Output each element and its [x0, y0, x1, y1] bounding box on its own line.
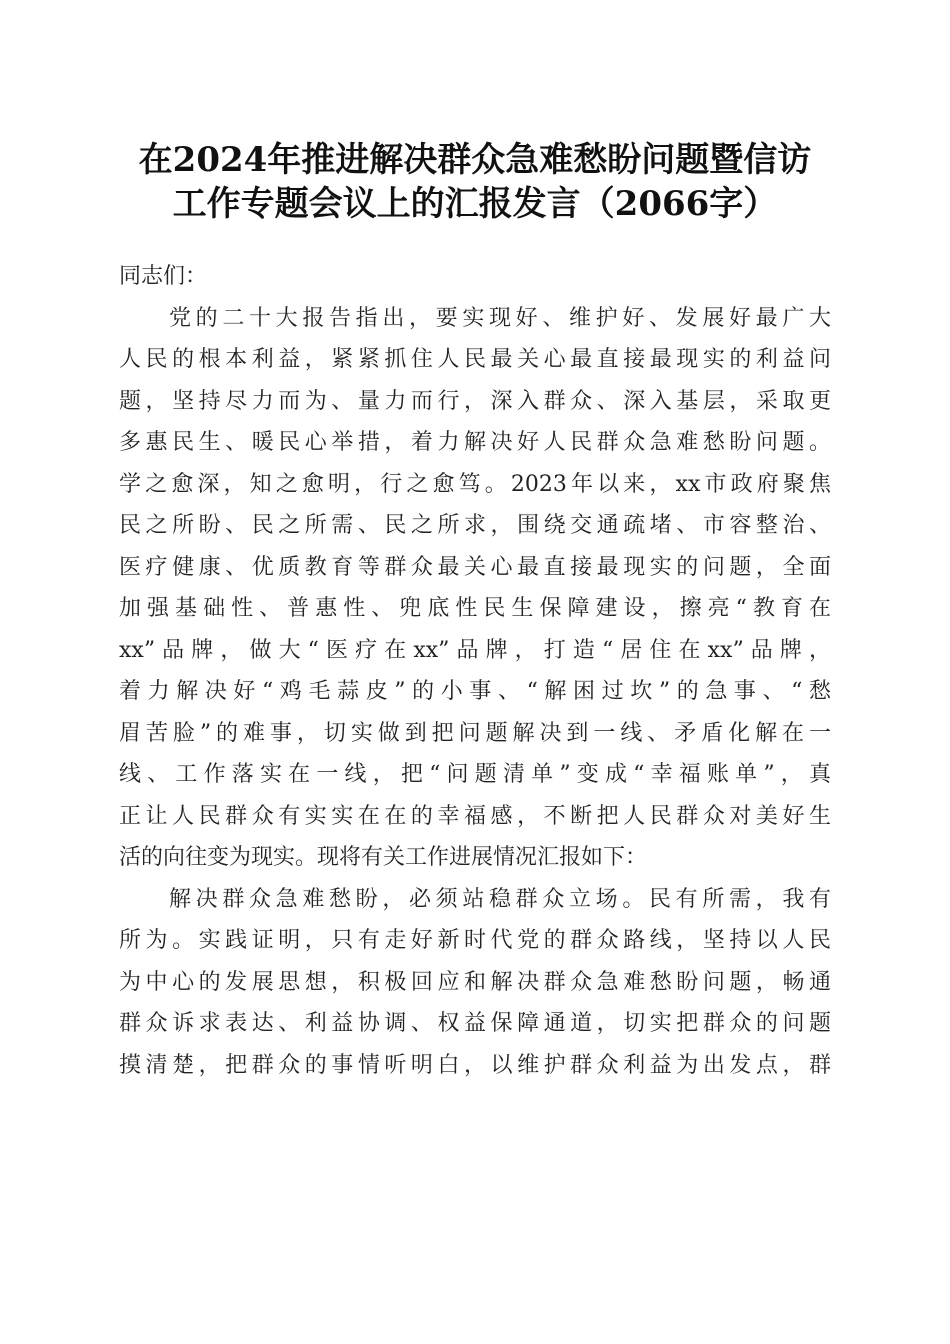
- text-line: 为中心的发展思想，积极回应和解决群众急难愁盼问题，畅通: [119, 969, 831, 995]
- text-line: 正让人民群众有实实在在的幸福感，不断把人民群众对美好生: [119, 803, 831, 829]
- paragraph-1: [119, 298, 831, 879]
- title-line-2: 工作专题会议上的汇报发言（2066字）: [172, 184, 778, 224]
- text-line: 人民的根本利益，紧紧抓住人民最关心最直接最现实的利益问: [119, 347, 831, 372]
- text-line: 群众诉求表达、利益协调、权益保障通道，切实把群众的问题: [119, 1011, 831, 1036]
- text-line: 所为。实践证明，只有走好新时代党的群众路线，坚持以人民: [119, 928, 831, 953]
- salutation: 同志们：: [119, 264, 208, 289]
- text-line: 多惠民生、暖民心举措，着力解决好人民群众急难愁盼问题。: [119, 430, 831, 455]
- text-line: 眉苦脸”的难事，切实做到把问题解决到一线、矛盾化解在一: [119, 720, 831, 746]
- text-line: 着力解决好“鸡毛蒜皮”的小事、“解困过坎”的急事、“愁: [119, 679, 831, 704]
- text-line: 活的向往变为现实。现将有关工作进展情况汇报如下：: [119, 845, 648, 870]
- title-line-1: 在2024年推进解决群众急难愁盼问题暨信访: [138, 140, 812, 180]
- text-line: 摸清楚，把群众的事情听明白，以维护群众利益为出发点，群: [119, 1052, 831, 1078]
- text-line: 医疗健康、优质教育等群众最关心最直接最现实的问题，全面: [119, 554, 831, 580]
- text-line: 题，坚持尽力而为、量力而行，深入群众、深入基层，采取更: [119, 388, 831, 414]
- text-line: 民之所盼、民之所需、民之所求，围绕交通疏堵、市容整治、: [119, 513, 831, 538]
- document-body: [119, 256, 831, 1086]
- text-line: xx”品牌，做大“医疗在xx”品牌，打造“居住在xx”品牌，: [119, 637, 831, 663]
- text-line: 解决群众急难愁盼，必须站稳群众立场。民有所需，我有: [169, 886, 831, 912]
- text-line: 加强基础性、普惠性、兜底性民生保障建设，擦亮“教育在: [119, 596, 831, 621]
- document-title: [100, 138, 850, 226]
- text-line: 党的二十大报告指出，要实现好、维护好、发展好最广大: [169, 305, 831, 331]
- paragraph-2: [119, 879, 831, 1087]
- text-line: 线、工作落实在一线，把“问题清单”变成“幸福账单”，真: [119, 762, 831, 787]
- text-line: 学之愈深，知之愈明，行之愈笃。2023年以来，xx市政府聚焦: [119, 471, 831, 497]
